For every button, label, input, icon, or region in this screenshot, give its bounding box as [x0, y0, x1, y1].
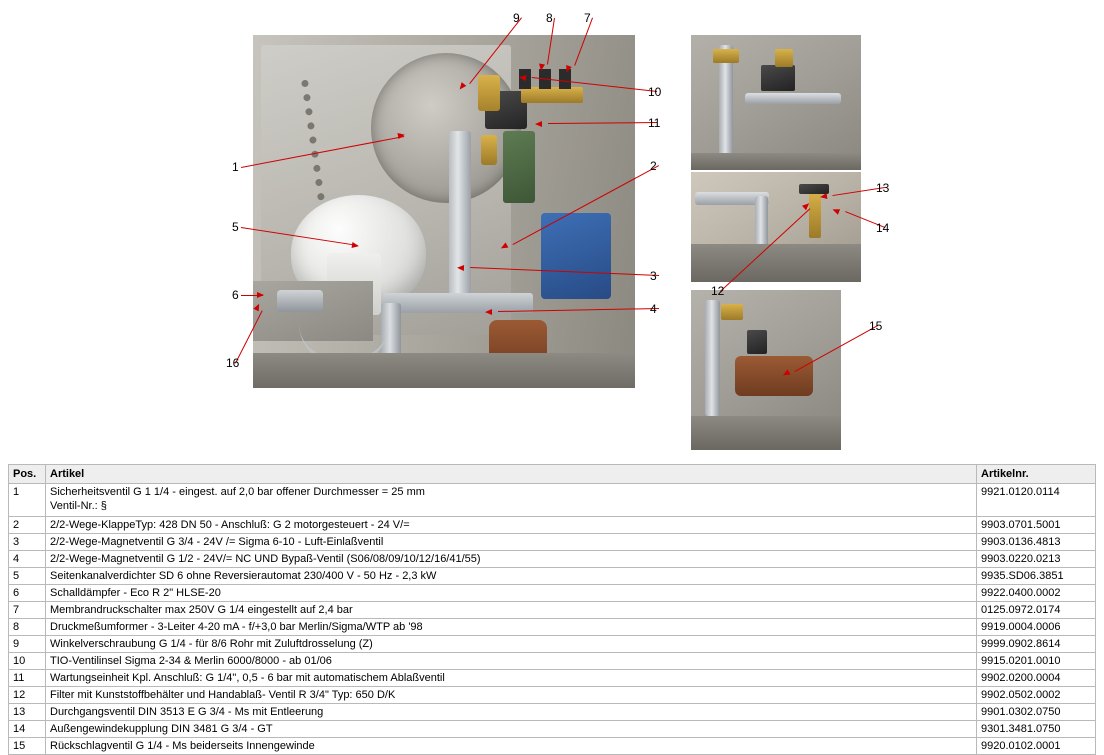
callout-label-4: 4 [650, 302, 657, 316]
cell-article: 2/2-Wege-Magnetventil G 1/2 - 24V/= NC UND Bypaß-Ventil (S06/08/09/10/12/16/41/55) [46, 550, 977, 567]
cell-pos: 12 [9, 686, 46, 703]
cell-number: 9902.0200.0004 [977, 669, 1096, 686]
callout-label-3: 3 [650, 269, 657, 283]
detail-tr-pipe-h [745, 93, 841, 104]
callout-arrow-1 [397, 132, 405, 139]
cell-number: 9901.0302.0750 [977, 703, 1096, 720]
callout-label-6: 6 [232, 288, 239, 302]
table-row [9, 516, 1096, 533]
cell-article: Membrandruckschalter max 250V G 1/4 eingestellt auf 2,4 bar [46, 601, 977, 618]
photo-brass-fitting-lower [481, 135, 497, 165]
callout-arrow-6 [257, 292, 264, 298]
table-header-row [9, 465, 1096, 484]
cell-article: Schalldämpfer - Eco R 2" HLSE-20 [46, 584, 977, 601]
cell-pos: 6 [9, 584, 46, 601]
detail-mr-pipe-v [755, 196, 768, 248]
cell-article-line2: Ventil-Nr.: § [50, 499, 107, 512]
callout-label-2: 2 [650, 159, 657, 173]
table-row [9, 550, 1096, 567]
cell-number: 9921.0120.0114 [977, 484, 1096, 517]
callout-label-7: 7 [584, 11, 591, 25]
photo-floor [253, 353, 635, 388]
cell-number: 9915.0201.0010 [977, 652, 1096, 669]
photo-green-component [503, 131, 535, 203]
table-row [9, 584, 1096, 601]
cell-number: 9903.0136.4813 [977, 533, 1096, 550]
parts-table [8, 464, 1096, 755]
header-pos: Pos. [9, 465, 46, 484]
table-row [9, 737, 1096, 754]
detail-br-valve [747, 330, 767, 354]
cell-pos: 15 [9, 737, 46, 754]
table-row [9, 618, 1096, 635]
table-row [9, 686, 1096, 703]
detail-photo-top-right [691, 35, 861, 170]
parts-table-head [9, 465, 1096, 484]
cell-number: 9999.0902.8614 [977, 635, 1096, 652]
callout-label-1: 1 [232, 160, 239, 174]
cell-article: 2/2-Wege-KlappeTyp: 428 DN 50 - Anschluß: G 2 motorgesteuert - 24 V/= [46, 516, 977, 533]
detail-photo-middle-right [691, 172, 861, 282]
cell-pos: 8 [9, 618, 46, 635]
callout-arrow-4 [485, 309, 492, 315]
cell-article: Druckmeßumformer - 3-Leiter 4-20 mA - f/+3,0 bar Merlin/Sigma/WTP ab '98 [46, 618, 977, 635]
callout-label-11: 11 [648, 116, 661, 130]
photo-vertical-pipe [449, 131, 471, 299]
table-row [9, 720, 1096, 737]
table-row [9, 669, 1096, 686]
callout-label-5: 5 [232, 220, 239, 234]
callout-label-14: 14 [876, 221, 890, 235]
detail-br-floor [691, 416, 841, 450]
cell-number: 0125.0972.0174 [977, 601, 1096, 618]
cell-number: 9935.SD06.3851 [977, 567, 1096, 584]
callout-label-10: 10 [648, 85, 662, 99]
cell-pos: 11 [9, 669, 46, 686]
detail-mr-floor [691, 244, 861, 282]
detail-tr-brass [713, 49, 739, 63]
cell-number: 9920.0102.0001 [977, 737, 1096, 754]
callout-label-13: 13 [876, 181, 890, 195]
detail-br-brass [721, 304, 743, 320]
cell-pos: 3 [9, 533, 46, 550]
cell-article: 2/2-Wege-Magnetventil G 3/4 - 24V /= Sigma 6-10 - Luft-Einlaßventil [46, 533, 977, 550]
table-row [9, 484, 1096, 517]
cell-number: 9919.0004.0006 [977, 618, 1096, 635]
cell-article-line1: Sicherheitsventil G 1 1/4 - eingest. auf 2,0 bar offener Durchmesser = 25 mm [50, 486, 425, 498]
header-article: Artikel [46, 465, 977, 484]
detail-tr-valve [761, 65, 795, 91]
cell-pos: 1 [9, 484, 46, 517]
cell-number: 9902.0502.0002 [977, 686, 1096, 703]
cell-pos: 10 [9, 652, 46, 669]
cell-pos: 2 [9, 516, 46, 533]
cell-pos: 9 [9, 635, 46, 652]
cell-pos: 4 [9, 550, 46, 567]
cell-article: Filter mit Kunststoffbehälter und Handablaß- Ventil R 3/4" Typ: 650 D/K [46, 686, 977, 703]
callout-arrow-11 [535, 121, 542, 127]
callout-arrow-5 [352, 242, 360, 249]
cell-pos: 14 [9, 720, 46, 737]
cell-pos: 13 [9, 703, 46, 720]
cell-article: TIO-Ventilinsel Sigma 2-34 & Merlin 6000/8000 - ab 01/06 [46, 652, 977, 669]
detail-br-pipe [705, 300, 720, 416]
cell-pos: 7 [9, 601, 46, 618]
callout-label-9: 9 [513, 11, 520, 25]
table-row [9, 601, 1096, 618]
main-equipment-photo [253, 35, 635, 388]
detail-br-tank [735, 356, 813, 396]
parts-table-container [8, 464, 1096, 755]
cell-number: 9903.0220.0213 [977, 550, 1096, 567]
cell-article: Durchgangsventil DIN 3513 E G 3/4 - Ms mit Entleerung [46, 703, 977, 720]
table-row [9, 652, 1096, 669]
cell-article: Außengewindekupplung DIN 3481 G 3/4 - GT [46, 720, 977, 737]
photo-brass-fitting-upper [478, 75, 500, 111]
photo-valve-manifold [521, 87, 583, 103]
callout-label-12: 12 [711, 284, 725, 298]
callout-label-15: 15 [869, 319, 883, 333]
table-row [9, 703, 1096, 720]
cell-pos: 5 [9, 567, 46, 584]
cell-article: Winkelverschraubung G 1/4 - für 8/6 Rohr mit Zuluftdrosselung (Z) [46, 635, 977, 652]
cell-article: Seitenkanalverdichter SD 6 ohne Reversierautomat 230/400 V - 50 Hz - 2,3 kW [46, 567, 977, 584]
cell-number: 9301.3481.0750 [977, 720, 1096, 737]
callout-arrow-13 [820, 193, 828, 200]
parts-table-body [9, 484, 1096, 755]
table-row [9, 533, 1096, 550]
callout-label-16: 16 [226, 356, 240, 370]
cell-article [46, 484, 977, 517]
callout-arrow-3 [457, 265, 464, 271]
detail-photo-bottom-right [691, 290, 841, 450]
callout-label-8: 8 [546, 11, 553, 25]
header-number: Artikelnr. [977, 465, 1096, 484]
detail-tr-floor [691, 153, 861, 170]
cell-number: 9922.0400.0002 [977, 584, 1096, 601]
callout-arrow-8 [538, 64, 545, 72]
detail-tr-fitting [775, 49, 793, 67]
cell-article: Rückschlagventil G 1/4 - Ms beiderseits Innengewinde [46, 737, 977, 754]
cell-number: 9903.0701.5001 [977, 516, 1096, 533]
table-row [9, 567, 1096, 584]
cell-article: Wartungseinheit Kpl. Anschluß: G 1/4", 0,5 - 6 bar mit automatischem Ablaßventil [46, 669, 977, 686]
table-row [9, 635, 1096, 652]
callout-arrow-10 [519, 74, 527, 81]
photo-blue-housing [541, 213, 611, 299]
